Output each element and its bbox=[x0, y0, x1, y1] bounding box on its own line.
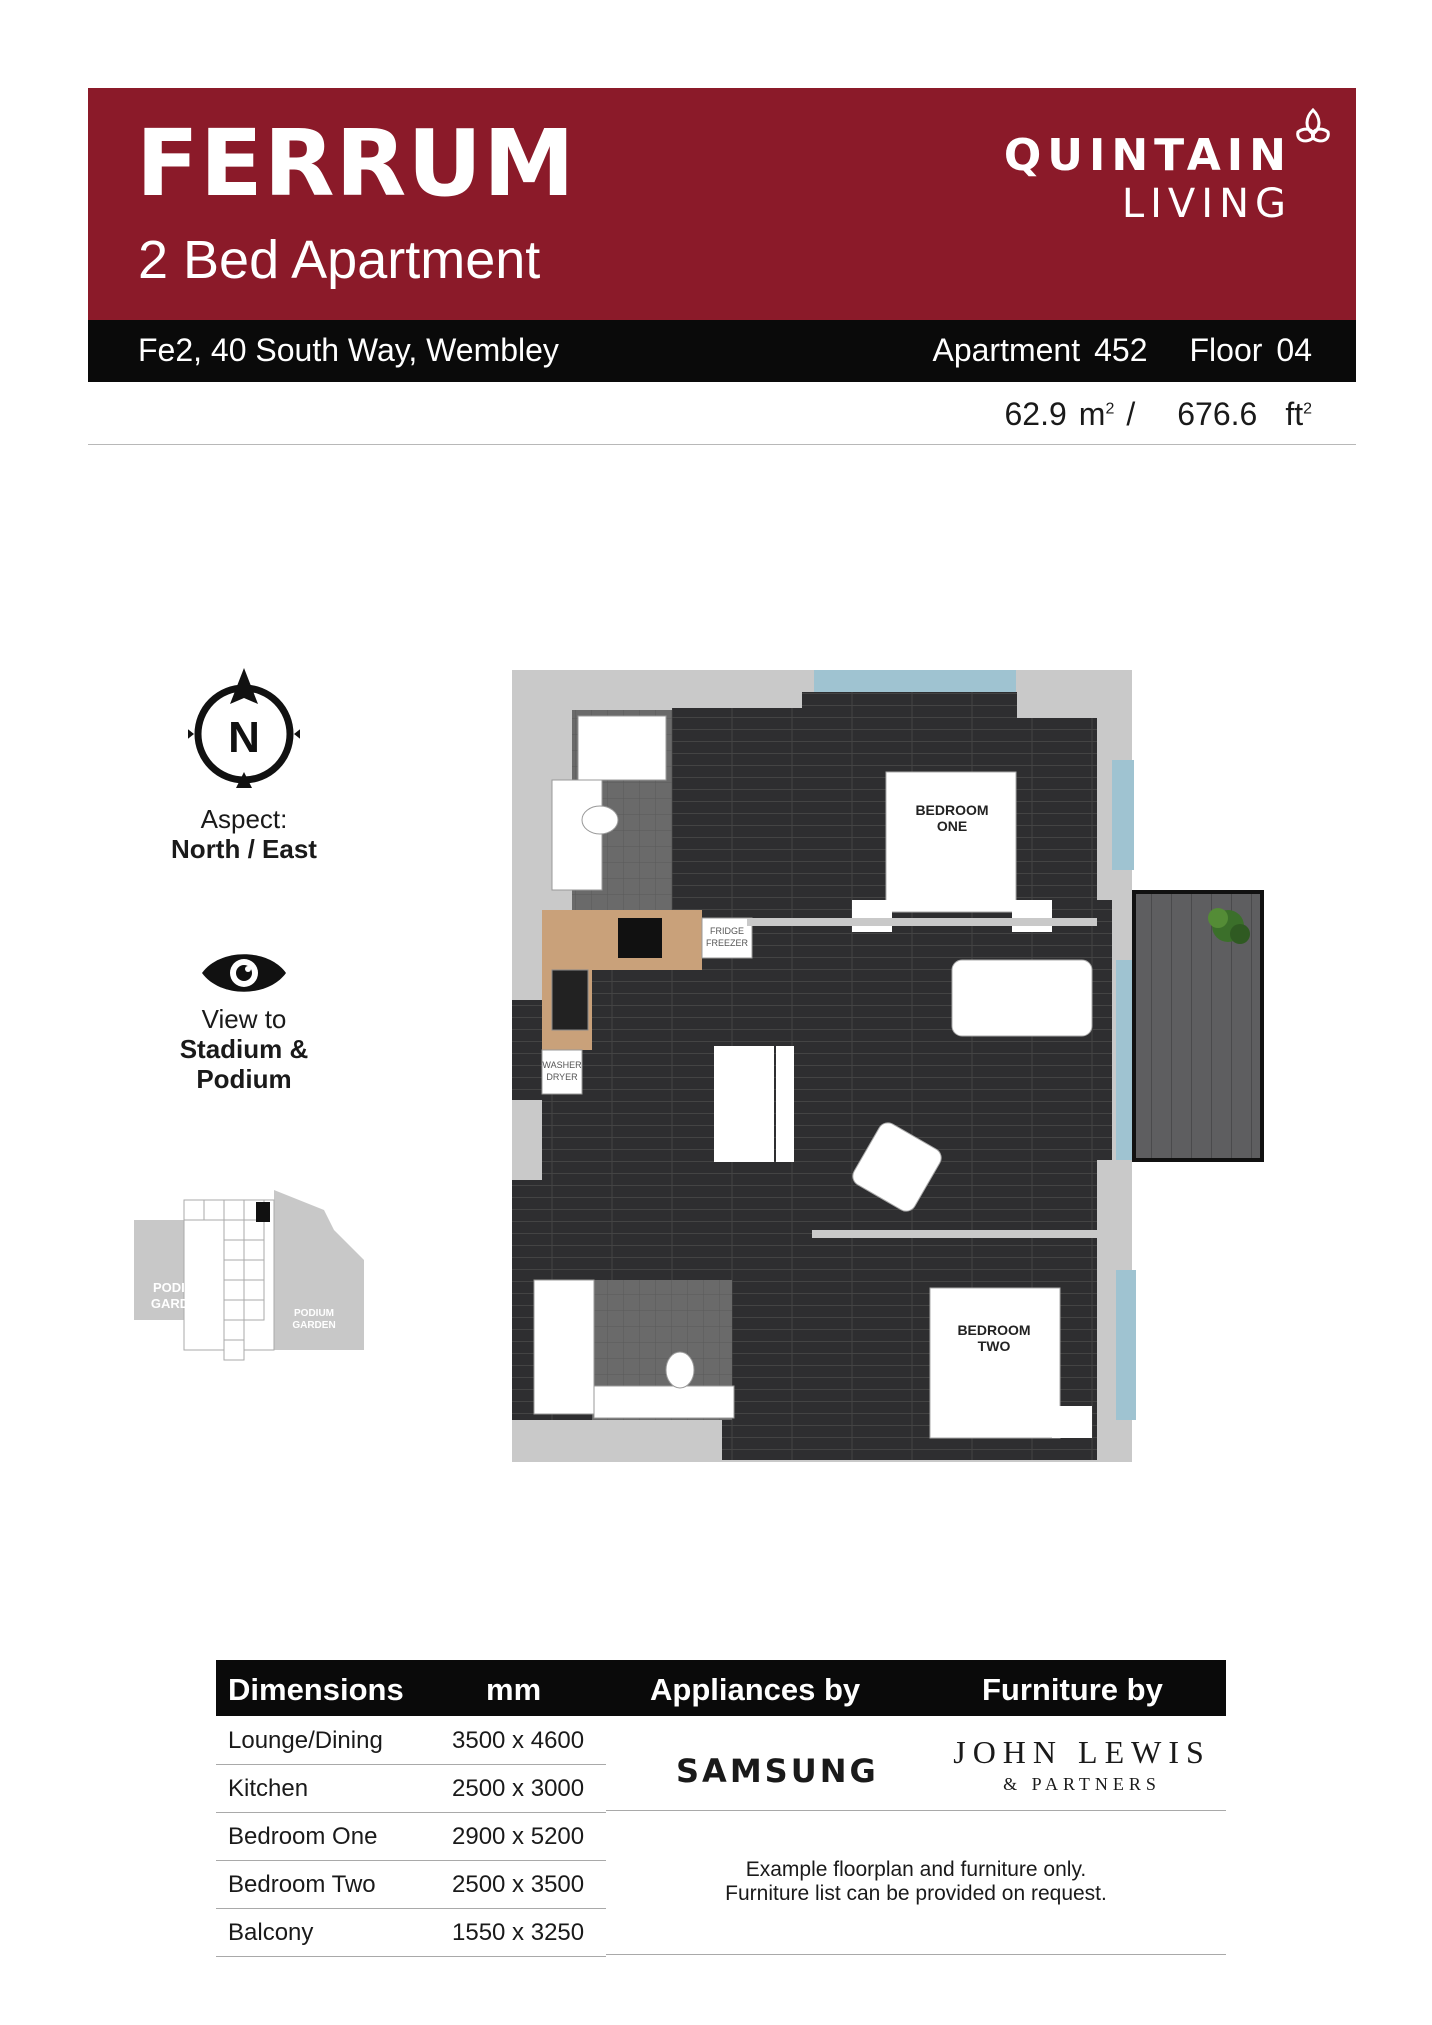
row-room: Bedroom Two bbox=[228, 1871, 376, 1898]
floor-label: Floor bbox=[1189, 332, 1263, 368]
bedroom-two-label-2: TWO bbox=[977, 1338, 1011, 1354]
row-mm: 1550 x 3250 bbox=[452, 1919, 585, 1946]
area-ft-unit: ft bbox=[1285, 396, 1304, 432]
dimensions-table bbox=[216, 1660, 1226, 1946]
aspect-label: Aspect: bbox=[200, 804, 288, 834]
fridge-label-2: FREEZER bbox=[705, 938, 749, 948]
header-furniture: Furniture by bbox=[982, 1672, 1163, 1707]
apartment-floor bbox=[932, 332, 1312, 369]
north-compass-icon bbox=[188, 664, 300, 788]
address: Fe2, 40 South Way, Wembley bbox=[138, 332, 559, 368]
brand-wordmark bbox=[1003, 130, 1292, 227]
area-line bbox=[1005, 396, 1313, 433]
table-header bbox=[216, 1660, 1226, 1716]
table-row bbox=[216, 1764, 606, 1813]
view-eye-icon bbox=[200, 950, 288, 996]
view-label: View to bbox=[201, 1004, 287, 1034]
table-row bbox=[216, 1908, 606, 1957]
floor-number: 04 bbox=[1276, 332, 1312, 368]
row-room: Bedroom One bbox=[228, 1823, 378, 1850]
keyplan-garden-label-a: GARDEN bbox=[150, 1296, 208, 1311]
key-plan bbox=[124, 1190, 374, 1390]
info-bar bbox=[88, 320, 1356, 382]
view-value-line-1: Stadium & bbox=[179, 1034, 309, 1064]
fridge-label-1: FRIDGE bbox=[709, 926, 745, 936]
compass-letter: N bbox=[228, 713, 260, 762]
aspect-value: North / East bbox=[171, 834, 317, 864]
view-value bbox=[120, 1034, 368, 1094]
area-m-sq: 2 bbox=[1105, 400, 1115, 418]
header-divider bbox=[88, 444, 1356, 445]
table-row bbox=[216, 1716, 606, 1765]
keyplan-garden-label-b: GARDEN bbox=[292, 1320, 336, 1331]
area-m-unit: m bbox=[1078, 396, 1106, 432]
area-ft-sq: 2 bbox=[1303, 400, 1312, 418]
brand-logo-icon bbox=[1290, 104, 1336, 150]
appliances-brand: SAMSUNG bbox=[676, 1752, 879, 1790]
brand-name-bottom: LIVING bbox=[1121, 181, 1292, 227]
table-row bbox=[216, 1812, 606, 1861]
row-mm: 2900 x 5200 bbox=[452, 1823, 585, 1850]
row-mm: 2500 x 3000 bbox=[452, 1775, 585, 1802]
apartment-type: 2 Bed Apartment bbox=[138, 230, 541, 290]
header-band bbox=[88, 88, 1356, 320]
washer-label-2: DRYER bbox=[546, 1072, 578, 1082]
header-mm: mm bbox=[486, 1672, 542, 1707]
row-mm: 2500 x 3500 bbox=[452, 1871, 585, 1898]
apartment-number: 452 bbox=[1094, 332, 1148, 368]
keyplan-podium-label-b: PODIUM bbox=[294, 1308, 334, 1319]
table-bottom-rule bbox=[606, 1954, 1226, 1955]
bedroom-two-label-1: BEDROOM bbox=[957, 1322, 1031, 1338]
furniture-brand: JOHN LEWIS bbox=[953, 1734, 1211, 1770]
header-appliances: Appliances by bbox=[650, 1672, 861, 1707]
row-room: Lounge/Dining bbox=[228, 1727, 383, 1754]
building-name: FERRUM bbox=[136, 110, 576, 217]
row-room: Balcony bbox=[228, 1919, 314, 1946]
area-ft-value: 676.6 bbox=[1177, 396, 1258, 432]
disclaimer-note bbox=[606, 1858, 1226, 1906]
header-dimensions: Dimensions bbox=[228, 1672, 404, 1707]
row-mm: 3500 x 4600 bbox=[452, 1727, 585, 1754]
apartment-label: Apartment bbox=[932, 332, 1081, 368]
keyplan-podium-label-a: PODIUM bbox=[153, 1280, 205, 1295]
floor-plan bbox=[512, 670, 1272, 1470]
area-m-value: 62.9 bbox=[1004, 396, 1067, 432]
area-separator: / bbox=[1126, 396, 1136, 432]
disclaimer-line-1: Example floorplan and furniture only. bbox=[745, 1858, 1087, 1881]
furniture-brand-sub: & PARTNERS bbox=[1003, 1774, 1161, 1794]
brand-name-top: QUINTAIN bbox=[1003, 130, 1292, 181]
bedroom-one-label-2: ONE bbox=[936, 818, 968, 834]
table-row bbox=[216, 1860, 606, 1909]
washer-label-1: WASHER bbox=[542, 1060, 582, 1070]
disclaimer-line-2: Furniture list can be provided on request. bbox=[725, 1882, 1107, 1905]
row-room: Kitchen bbox=[228, 1775, 309, 1802]
bedroom-one-label-1: BEDROOM bbox=[915, 802, 989, 818]
view-value-line-2: Podium bbox=[196, 1064, 292, 1094]
brand-divider bbox=[606, 1810, 1226, 1811]
